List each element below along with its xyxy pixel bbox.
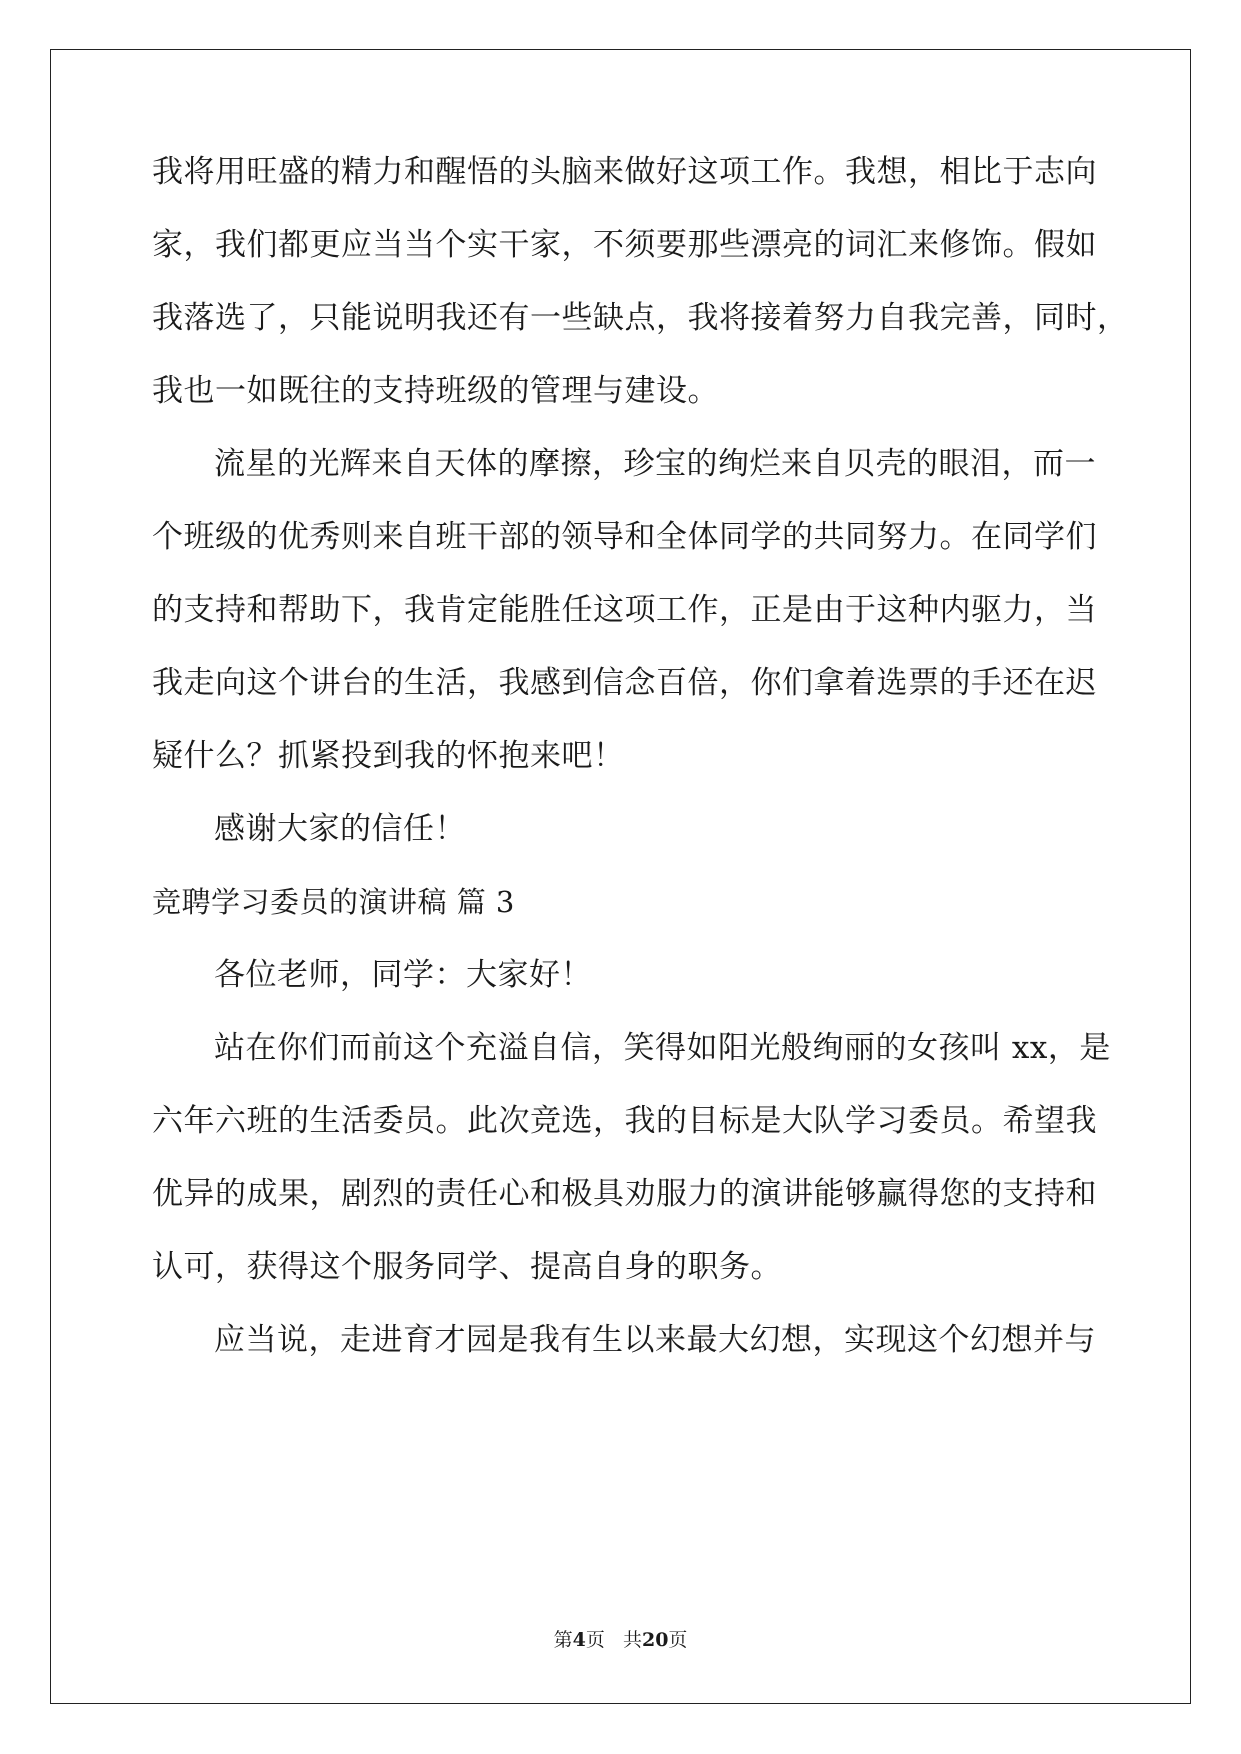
body-line: 的支持和帮助下，我肯定能胜任这项工作，正是由于这种内驱力，当 — [152, 592, 1097, 628]
body-line: 六年六班的生活委员。此次竞选，我的目标是大队学习委员。希望我 — [152, 1103, 1097, 1139]
body-line: 疑什么？抓紧投到我的怀抱来吧！ — [152, 738, 625, 774]
section-heading: 竞聘学习委员的演讲稿 篇 3 — [152, 885, 515, 919]
body-line: 家，我们都更应当当个实干家，不须要那些漂亮的词汇来修饰。假如 — [152, 227, 1097, 263]
body-line: 我走向这个讲台的生活，我感到信念百倍，你们拿着选票的手还在迟 — [152, 665, 1097, 701]
body-line: 我落选了，只能说明我还有一些缺点，我将接着努力自我完善，同时， — [152, 300, 1129, 336]
body-line: 个班级的优秀则来自班干部的领导和全体同学的共同努力。在同学们 — [152, 519, 1097, 555]
body-line: 我将用旺盛的精力和醒悟的头脑来做好这项工作。我想，相比于志向 — [152, 154, 1097, 190]
body-line: 我也一如既往的支持班级的管理与建设。 — [152, 373, 719, 409]
current-page-number: 4 — [572, 1629, 586, 1651]
greeting-line: 各位老师，同学：大家好！ — [214, 957, 592, 993]
paragraph-first-line: 应当说，走进育才园是我有生以来最大幻想，实现这个幻想并与 — [214, 1322, 1096, 1358]
footer-prefix: 第 — [553, 1629, 573, 1651]
footer-total-prefix: 共 — [622, 1629, 642, 1651]
page-footer — [0, 1628, 1241, 1652]
total-pages-number: 20 — [641, 1629, 669, 1651]
body-line: 优异的成果，剧烈的责任心和极具劝服力的演讲能够赢得您的支持和 — [152, 1176, 1097, 1212]
footer-total-label: 页 — [668, 1629, 688, 1651]
body-line: 认可，获得这个服务同学、提高自身的职务。 — [152, 1249, 782, 1285]
footer-page-label: 页 — [585, 1629, 605, 1651]
paragraph-first-line: 感谢大家的信任！ — [214, 811, 466, 847]
paragraph-first-line: 流星的光辉来自天体的摩擦，珍宝的绚烂来自贝壳的眼泪，而一 — [214, 446, 1096, 482]
paragraph-first-line: 站在你们而前这个充溢自信，笑得如阳光般绚丽的女孩叫 xx，是 — [214, 1030, 1111, 1066]
